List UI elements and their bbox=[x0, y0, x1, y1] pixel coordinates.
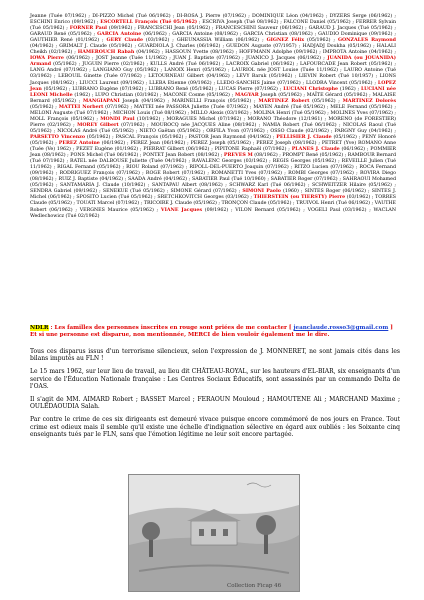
paragraph-4: Par contre le crime de ces six dirigeants est demeuré vivace puisque encore commémoré de nos jours en France. Tout crime est odieux mais il semble qu'il existe une échelle d'indignation sélective en égard aux oubliés : les Soixante cinq enseignants tués par le FLN, sans que l'émotion légitime ne leur soit encore partagée. bbox=[30, 416, 400, 438]
disappeared-names-list bbox=[30, 14, 396, 220]
highlighted-name: MARTINEZ Dolorès bbox=[342, 98, 396, 104]
note-text: : Les familles des personnes inscrites en rouge sont priées de me contacter [ bbox=[48, 325, 294, 331]
highlighted-name: THIERSTEIN (ou TIERSTY) Pierre bbox=[253, 195, 346, 201]
highlighted-name: PARSETTO Vincenzo bbox=[30, 134, 86, 140]
names-text: (07/1962) ; MOUROCQ née JACQUES Aline (08/1962) ; NAMIA Robert (Tué 06/1962) ; NICOLAS Raoul (Tué 05/1962) ; NICOLAS André (Tué 05/1962) ; NIETO Gaëtan (05/1962) ; ORFILA Yvon (07/1962) ; OSSO Claude (02/1962) ; PARGNY Guy (04/1962) ; bbox=[30, 122, 397, 134]
names-text: (10/1962) ; MORAGUES Michel (07/1962) ; MORANO Théodore (12/1961) ; MORENO (de FORESTIER) Pierre (02/1962) ; bbox=[30, 116, 396, 128]
names-text: (1962) ; bbox=[338, 86, 361, 92]
contact-email-link[interactable]: jeanclaude.rosso3@gmail.com bbox=[293, 325, 389, 331]
highlighted-name: GARCIA Antoine bbox=[97, 32, 142, 38]
highlighted-name: PLANES J. Claude bbox=[291, 147, 340, 153]
highlighted-name: VIANE Jacques bbox=[160, 207, 203, 213]
highlighted-name: MANGIAPANI bbox=[83, 98, 120, 104]
names-text: (07/1962) ; MATTEI née PASSORA Juliette (Tuée 07/1962) ; MAYEN André (Tué 05/1962) ; MELE Fernand (05/1962) ; MELONI Auguste (Tué 07/1962) ; MICHON Louis (Tué 08/1962) ; MILLO Alexis (03/1962) ; MOLINA Henri (Tué 05/1962) ; MOLINES Yves (07/1962) ; MOLL François (05/1962) ; bbox=[30, 104, 397, 122]
highlighted-name: HAMEROUCH Rabah bbox=[77, 50, 135, 56]
names-text: (05/1962) ; PENY Honoré (05/1962) ; bbox=[30, 134, 396, 146]
names-text: (05/1962) ; bbox=[30, 104, 59, 110]
paragraph-2: Le 15 mars 1962, sur leur lieu de travail, au lieu dit CHÂTEAU-ROYAL, sur les hauteurs d'EL-BIAR, six enseignants d'un service de l'Éducation Nationale française : Les Centres Sociaux Éducatifs, sont assassinés par un commando Delta de l'OAS. bbox=[30, 368, 400, 390]
highlighted-name: GONZALES Raymond bbox=[337, 38, 396, 44]
names-text: Jeanne (Tuée 07/1962) ; DI-PIZZO Michel (Tué 06/1962) ; DI-ROSA J. Pierre (07/1962) ; DOMINIQUE Léon (04/1962) ; DYZERS Serge (06/1962) ; ESCHINI Enrico (09/1962) ; bbox=[30, 14, 396, 26]
names-text: (1960) ; SINTES Roger (06/1962) ; SINTES J. Michel (06/1962) ; SPOSITO Lucien (Tué 05/1962) ; SRETCHKOVITCH Georges (03/1962) ; bbox=[30, 189, 396, 201]
editor-note bbox=[30, 325, 400, 339]
highlighted-name: PREVES M bbox=[223, 153, 253, 159]
names-text: (1962) ; LUPO Christian (03/1962) ; MACONE Cosme (05/1962) ; bbox=[72, 92, 235, 98]
names-text: ; ESCRIVA Joseph (Tué 08/1962) ; FALCONE Daniel (05/1962) ; FERRER Sylvain (Tué 05/1962) ; bbox=[30, 20, 397, 32]
highlighted-name: MONDI Paul bbox=[100, 116, 135, 122]
highlighted-name: ESCORTELL François (Tué 05/1962) bbox=[100, 20, 198, 26]
photo-caption: Collection Ficap 46 bbox=[227, 583, 282, 589]
highlighted-name: MARTINEZ Robert bbox=[258, 98, 310, 104]
paragraph-1: Tous ces disparus issus d'un terrorisme silencieux, selon l'expression de J. MONNERET, ne sont jamais cités dans les bilans imputés au FLN ! bbox=[30, 348, 400, 363]
article-body bbox=[30, 348, 400, 444]
names-text: (06/1962) ; GARCIA Antoine (08/1962) ; GARCIA Christian (08/1962) ; GAUDIO Dominique (09/1962) ; GAUTHIER René (01/1962) ; bbox=[30, 32, 396, 44]
highlighted-name: MAGYAR bbox=[234, 92, 259, 98]
highlighted-name: LUCIANI née LEONI Michelle bbox=[30, 86, 396, 98]
highlighted-name: SIMONI Paolo bbox=[242, 189, 281, 195]
highlighted-name: MOREY Gilbert bbox=[77, 122, 119, 128]
names-text: (04/1962) ; GRIMALT J. Claude (05/1962) ; GUARDIOLA J. Charles (06/1962) ; GUEDON Auguste (07/1957) ; HADJADJ Doukha (05/1962) ; HALALI Cheikh (02/1962) ; bbox=[30, 44, 396, 56]
names-text: (09/1962) ; FRANCESCHI Jean (05/1962) ; FRANCESCHINI Sauveur (06/1962) ; GARAUD J. Jacques (Tué 05/1962) ; GARAUD René (05/1962) ; bbox=[30, 26, 397, 38]
names-text: (05/1962) ; LUBRANO Eugène (07/1962) ; LUBRANO René (05/1962) ; LUCAS Pierre (07/1962) ; bbox=[41, 86, 284, 92]
highlighted-name: FORNER Paul bbox=[69, 26, 107, 32]
names-text: Joseph (05/1962) ; MAÏTE Gérard (05/1962) ; MALAISE Bernard (05/1962) ; bbox=[30, 92, 396, 104]
names-text: (04/1962) ; HASSOUN Yvette (08/1962) ; HOFFMANN Adolphe (09/1962) ; IMPROTA Antoine (04/1962) ; bbox=[134, 50, 396, 56]
names-text: (05/1962) ; PASCAL François (05/1962) ; PASTOR Jean Raymond (04/1962) ; bbox=[85, 134, 277, 140]
highlighted-name: GIGNEZ Félix bbox=[266, 38, 305, 44]
highlighted-name: IOWA Pierre bbox=[30, 56, 64, 62]
names-text: (03/1962) ; TORRES Claude (05/1962) ; TOUATI Marcel (07/1962) ; TRICOIRE J. Claude (05/1962) ; TRONÇON Claude (05/1962) ; TRUIVOL Henri (Tué 06/1962) ; VAUTHE Robert (06/1962) ; VERGNES Maurice (05/1962) ; bbox=[30, 195, 396, 213]
highlighted-name: GERY Claude bbox=[106, 38, 143, 44]
highlighted-name: PELLISIER J. Claude bbox=[276, 134, 332, 140]
chateau-royal-photo bbox=[128, 474, 300, 592]
names-text: (09/1962) ; VILON Bernard (05/1962) ; VOGELI Paul (03/1962) ; WACLAN Wedlechowicz (Tué 02/1962) bbox=[30, 207, 396, 219]
names-text: (06/1962) ; PEREZ Jean (06/1962) ; PEREZ Joseph (05/1962) ; PEREZ Joseph (08/1962) ; PETRET (Yve) ROMANO Anne (Tuée (Ve) 1962) ; PEZET Eugène (01/1962) ; PIERRAT Gilbert (06/1962) ; PIPITONE Raphaël (07/1962) ; bbox=[30, 140, 396, 153]
names-text: (05/1962) ; bbox=[309, 98, 343, 104]
highlighted-name: JUANIDA (ou JOUANIDA) Armand bbox=[30, 56, 396, 68]
names-text: (05/1962) ; bbox=[304, 38, 338, 44]
names-text: (05/1962) ; JUGUIN Pierre (02/1962) ; KULLS André (Tué 06/1962) ; LACROIX Gabriel (06/1962) ; LAFOURCADE Jean Robert (05/1962) ; LANG André (07/1962) ; LANGIANO Guy (05/1962) ; LANOIX Henri (05/1962) ; LAURIOL née JOST Louise (Tuée 11/1962) ; LAURO Antoine (Tué 03/1962) ; LEBOUIL Ginette (Tuée 07/1962) ; LETOURNEAU Gilbert (04/1962) ; LEVY Baruk (05/1962) ; LIEVIN Robert (Tué 10/1957) ; LIONS Jacques (08/1962) ; LIUCCI Laurent (09/1962) ; LLEBA Etienne (09/1962) ; LLEDO-SANCHIS Jaime (07/1962) ; LLODRA Vincent (05/1962) ; bbox=[30, 62, 396, 86]
highlighted-name: PEREZ Antoine bbox=[58, 140, 100, 146]
note-label: NDLR bbox=[30, 325, 49, 331]
highlighted-name: MATTEI Norbert bbox=[58, 104, 104, 110]
highlighted-name: LOPEZ Jean bbox=[30, 80, 396, 92]
names-text: Joseph (04/1962) ; MARINELLI François (05/1962) ; bbox=[119, 98, 259, 104]
note-line-2: Et si une personne est disparue, non mentionnée, MERCI de bien vouloir également me le dire. bbox=[30, 332, 330, 338]
highlighted-name: LUCIANI Christophe bbox=[283, 86, 339, 92]
note-text-end: ] bbox=[388, 325, 393, 331]
names-text: (06/1962) ; POMMIER Jean (08/1962) ; PONS Michel (Tué 06/1962) ; PONTET Jean Robert (08/1962) ; bbox=[30, 147, 397, 159]
names-text: (08/1962) ; PROMPT René (05/1962) ; RAMBOUR Bernard (Tué 07/1962) ; RATEL née DALBOUSE Juliette (Tuée 04/1962) ; RAVALENC Georges (03/1962) ; REGIS Georges (05/1962) ; REVEILLE Julien (Tué 11/1962) ; RIGAL Fernand (05/1962) ; RIOU Roland (07/1962) ; RIPOLL-DEL-PUERTO Joaquin (07/1962) ; RITZO Lucien (07/1962) ; ROCA Fernand (09/1962) ; RODRIGUEZ François (07/1962) ; ROGE Robert (07/1962) ; ROMANETTI Yves (07/1962) ; ROMBI Georges (07/1962) ; ROVIRA Diego (08/1962) ; RUIZ J. Baptiste (04/1962) ; SAADA André (04/1962) ; SABATIER Paul (Tué 10/1960) ; SABATIER Roger (07/1962) ; SAHRAOUI Mohamed (05/1962) ; SANTAMARIA J. Claude (10/1962) ; SANTAPAU Albert (08/1962) ; SCHWARZ Karl (Tué 06/1962) ; SCHWEITZER Hilaire (05/1962) ; SENDRA Gabriel (09/1962) ; SENEKUE (Tué 05/1962) ; SIMONE Gérard (07/1962) ; bbox=[30, 153, 396, 195]
names-text: (06/1962) ; JOST Jeanne (Tuée 11/1962) ; JUAN J. Baptiste (07/1962) ; JUANICO J. Jacques (06/1962) ; bbox=[63, 56, 328, 62]
paragraph-3: Il s'agit de MM. AIMARD Robert ; BASSET Marcel ; FERAOUN Mouloud ; HAMOUTENE Ali ; MARCHAND Maxime ; OULEDAOUDIA Salah. bbox=[30, 396, 400, 411]
names-text: (03/1962) ; GHEUNASSIA William (06/1962) ; bbox=[142, 38, 267, 44]
